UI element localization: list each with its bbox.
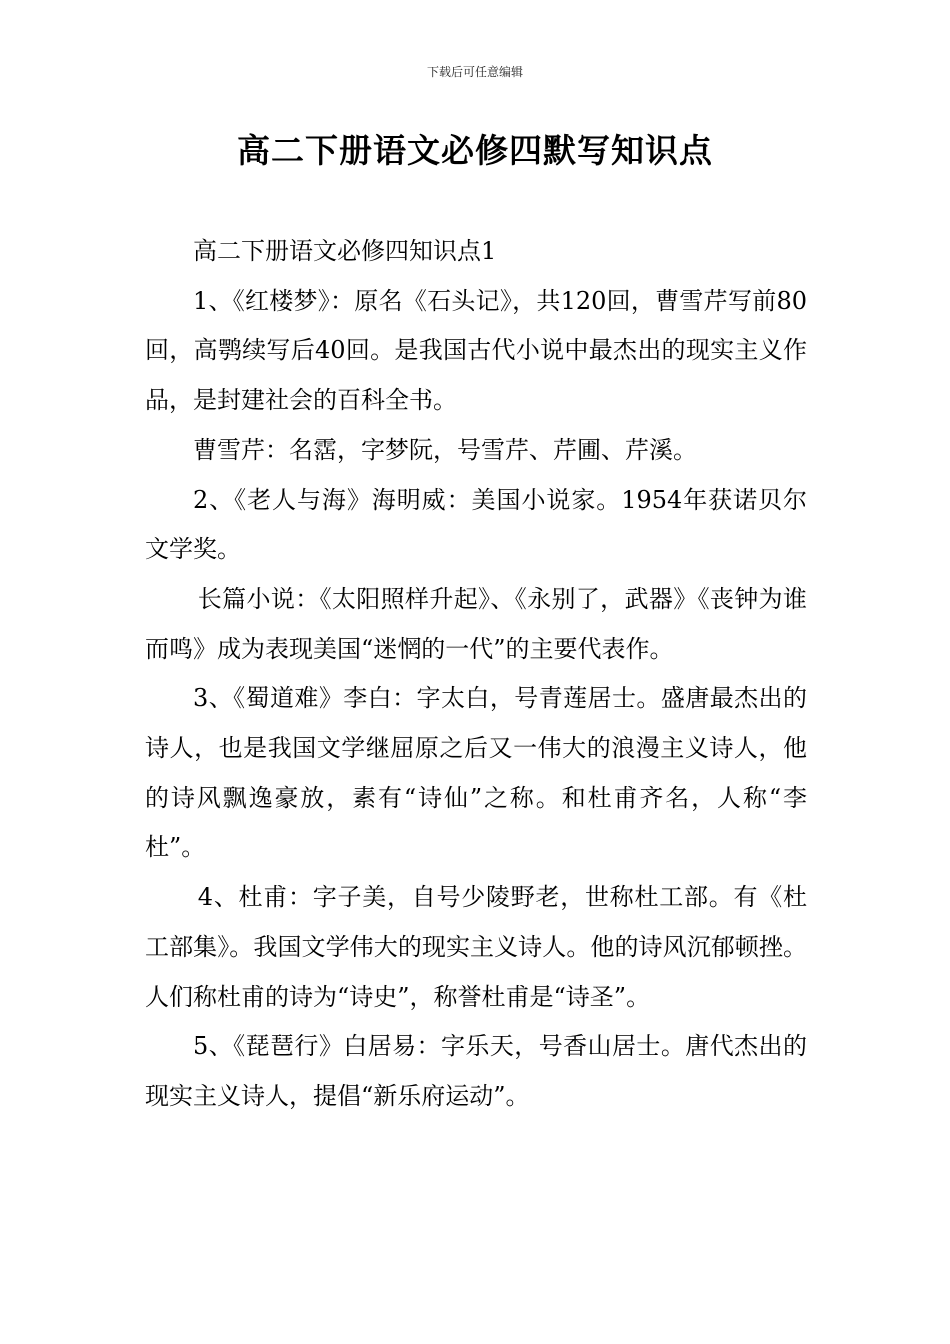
paragraph-hemingway: 2、《老人与海》海明威：美国小说家。1954年获诺贝尔文学奖。 [145, 485, 807, 564]
document-body [145, 227, 807, 1122]
header-note: 下载后可任意编辑 [426, 65, 523, 79]
document-title: 高二下册语文必修四默写知识点 [237, 131, 713, 170]
paragraph-novels: 长篇小说：《太阳照样升起》、《永别了，武器》《丧钟为谁而鸣》成为表现美国“迷惘的一代”的主要代表作。 [145, 584, 807, 663]
paragraph-caoxueqin: 曹雪芹：名霑，字梦阮，号雪芹、芹圃、芹溪。 [193, 435, 697, 464]
paragraph-libai: 3、《蜀道难》李白：字太白，号青莲居士。盛唐最杰出的诗人，也是我国文学继屈原之后又一伟大的浪漫主义诗人，他的诗风飘逸豪放，素有“诗仙”之称。和杜甫齐名，人称“李杜”。 [145, 684, 807, 862]
paragraph-hongloumeng: 1、《红楼梦》：原名《石头记》，共120回，曹雪芹写前80回，高鹗续写后40回。是我国古代小说中最杰出的现实主义作品，是封建社会的百科全书。 [145, 286, 807, 415]
paragraph-baijuyi: 5、《琵琶行》白居易：字乐天，号香山居士。唐代杰出的现实主义诗人，提倡“新乐府运动”。 [145, 1032, 807, 1110]
section-heading: 高二下册语文必修四知识点1 [193, 237, 497, 265]
paragraph-dufu: 4、杜甫：字子美，自号少陵野老，世称杜工部。有《杜工部集》。我国文学伟大的现实主义诗人。他的诗风沉郁顿挫。人们称杜甫的诗为“诗史”，称誉杜甫是“诗圣”。 [145, 883, 807, 1011]
